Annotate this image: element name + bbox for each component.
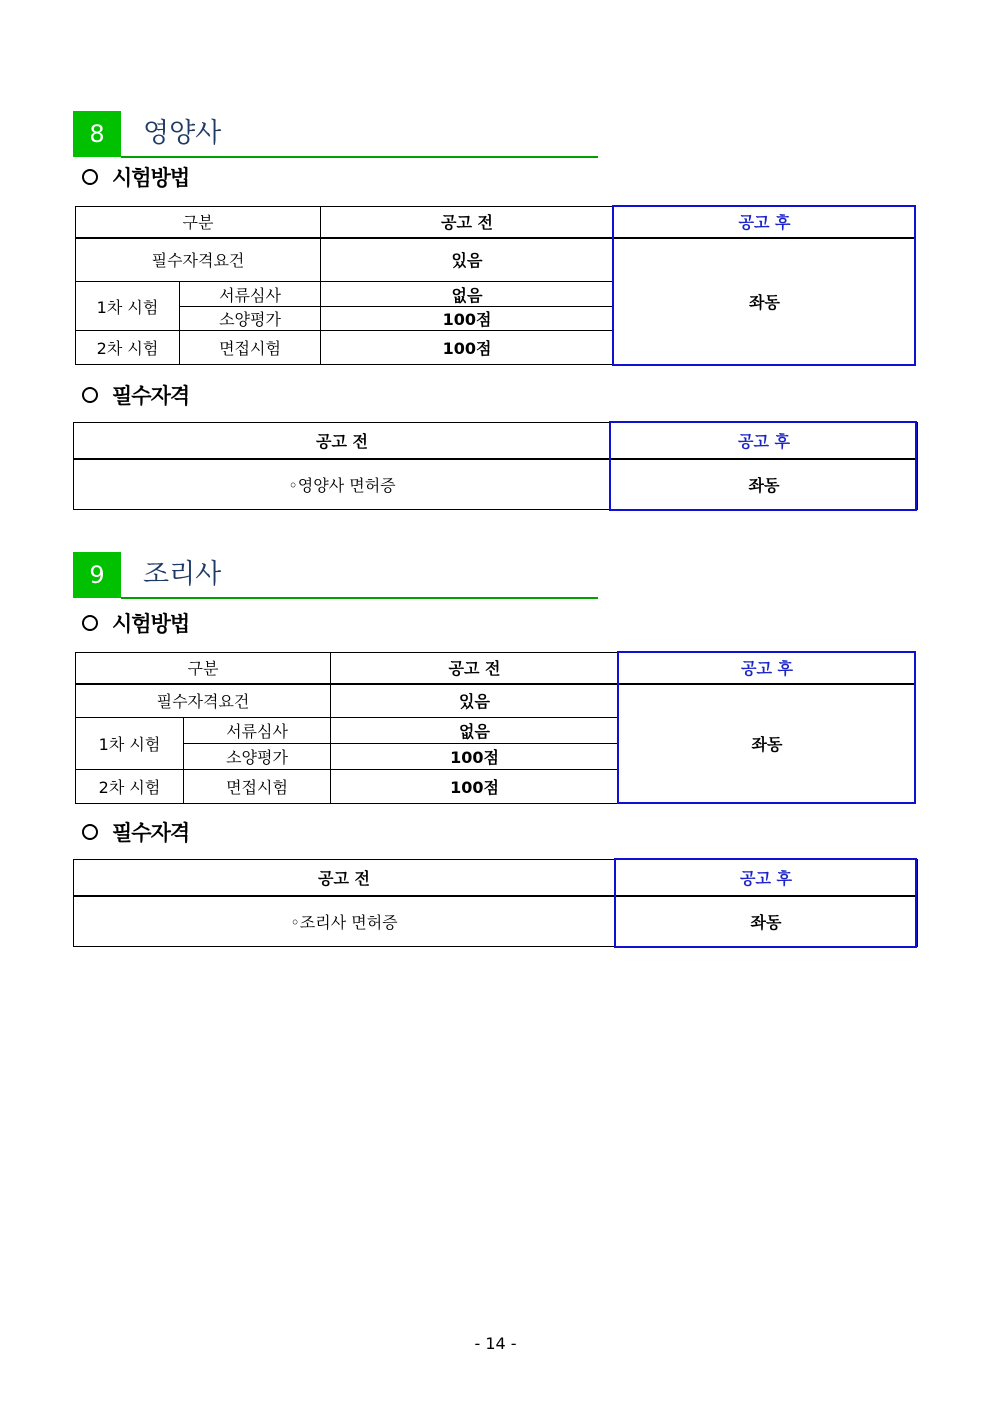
method-heading (82, 163, 189, 193)
header-after: 공고 후 (619, 653, 916, 684)
circle-bullet-icon (82, 615, 98, 631)
circle-bullet-icon (82, 169, 98, 185)
qual-table-9 (73, 859, 918, 947)
header-category: 구분 (76, 653, 331, 684)
sub-label: 서류심사 (184, 718, 331, 744)
sub-value: 100점 (321, 307, 614, 331)
circle-bullet-icon (82, 824, 98, 840)
header-before: 공고 전 (321, 207, 614, 238)
after-value: 좌동 (619, 684, 916, 804)
sub-label: 서류심사 (180, 282, 321, 307)
row-label: 필수자격요건 (76, 684, 331, 718)
sub-value: 100점 (331, 770, 619, 804)
group-label: 1차 시험 (76, 718, 184, 770)
sub-value: 없음 (321, 282, 614, 307)
sub-label: 소양평가 (180, 307, 321, 331)
qual-heading (82, 818, 189, 848)
sub-label: 면접시험 (180, 331, 321, 365)
page-number: - 14 - (474, 1334, 517, 1353)
after-value: 좌동 (614, 238, 916, 365)
sub-value: 100점 (331, 744, 619, 770)
section-title: 영양사 (143, 118, 222, 149)
section-number: 9 (73, 552, 121, 598)
section-underline (121, 597, 598, 599)
header-before: 공고 전 (74, 423, 611, 459)
sub-value: 없음 (331, 718, 619, 744)
sub-value: 100점 (321, 331, 614, 365)
sub-label: 면접시험 (184, 770, 331, 804)
method-heading-text: 시험방법 (112, 612, 190, 636)
row-label: 필수자격요건 (76, 238, 321, 282)
section-8-header (73, 111, 598, 157)
section-title: 조리사 (143, 559, 222, 590)
header-after: 공고 후 (611, 423, 918, 459)
qual-heading (82, 381, 189, 411)
circle-bullet-icon (82, 387, 98, 403)
row-value: 있음 (321, 238, 614, 282)
qual-heading-text: 필수자격 (112, 821, 190, 845)
section-number: 8 (73, 111, 121, 157)
before-value: ◦영양사 면허증 (74, 459, 611, 510)
before-value: ◦조리사 면허증 (74, 896, 615, 947)
method-table-9 (75, 652, 916, 804)
method-heading-text: 시험방법 (112, 166, 190, 190)
after-value: 좌동 (615, 896, 918, 947)
header-category: 구분 (76, 207, 321, 238)
section-9-header (73, 552, 598, 598)
header-before: 공고 전 (74, 860, 615, 896)
qual-heading-text: 필수자격 (112, 384, 190, 408)
sub-label: 소양평가 (184, 744, 331, 770)
method-table-8 (75, 206, 916, 365)
after-value: 좌동 (611, 459, 918, 510)
method-heading (82, 609, 189, 639)
qual-table-8 (73, 422, 918, 510)
header-after: 공고 후 (615, 860, 918, 896)
group-label: 1차 시험 (76, 282, 180, 331)
section-underline (121, 156, 598, 158)
header-before: 공고 전 (331, 653, 619, 684)
group-label: 2차 시험 (76, 770, 184, 804)
group-label: 2차 시험 (76, 331, 180, 365)
row-value: 있음 (331, 684, 619, 718)
header-after: 공고 후 (614, 207, 916, 238)
